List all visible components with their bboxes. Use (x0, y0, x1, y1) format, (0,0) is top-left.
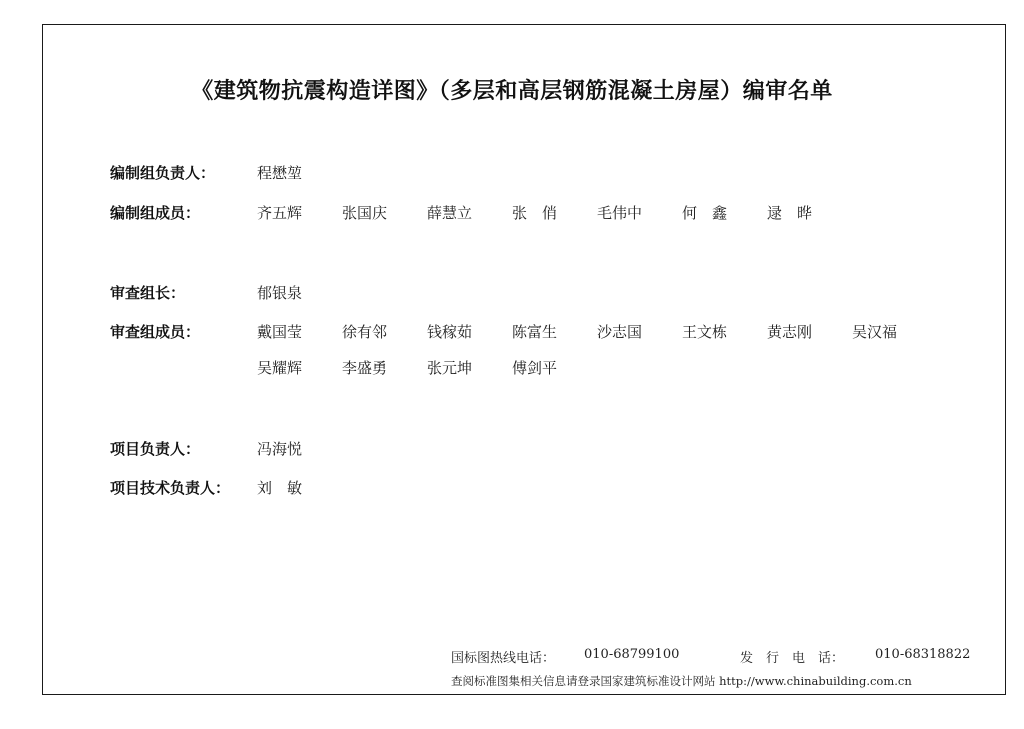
review-lead-name: 郁银泉 (257, 284, 303, 302)
editor-lead-label: 编制组负责人： (110, 164, 216, 182)
editor-member-name: 张 俏 (512, 204, 558, 222)
document-title: 《建筑物抗震构造详图》（多层和高层钢筋混凝土房屋）编审名单 (191, 79, 833, 104)
review-member-name: 李盛勇 (342, 359, 388, 377)
website-note: 查阅标准图集相关信息请登录国家建筑标准设计网站 http://www.chinabuilding.com.cn (451, 674, 912, 688)
editor-member-name: 毛伟中 (597, 204, 643, 222)
review-member-name: 钱稼茹 (427, 323, 473, 341)
editor-member-name: 何 鑫 (682, 204, 728, 222)
hotline-number: 010-68799100 (584, 647, 680, 662)
review-member-name: 陈富生 (512, 323, 558, 341)
review-lead-label: 审查组长： (110, 284, 186, 302)
editor-lead-name: 程懋堃 (257, 164, 303, 182)
project-lead-name: 冯海悦 (257, 440, 303, 458)
review-member-name: 吴耀辉 (257, 359, 303, 377)
editor-member-name: 薛慧立 (427, 204, 473, 222)
project-tech-lead-label: 项目技术负责人： (110, 479, 231, 497)
editor-member-name: 齐五辉 (257, 204, 303, 222)
hotline-label: 国标图热线电话： (451, 651, 556, 666)
review-member-name: 张元坤 (427, 359, 473, 377)
editor-members-label: 编制组成员： (110, 204, 201, 222)
project-lead-label: 项目负责人： (110, 440, 201, 458)
review-member-name: 徐有邻 (342, 323, 388, 341)
review-member-name: 傅剑平 (512, 359, 558, 377)
editor-member-name: 张国庆 (342, 204, 388, 222)
project-tech-lead-name: 刘 敏 (257, 479, 303, 497)
review-member-name: 戴国莹 (257, 323, 303, 341)
review-member-name: 沙志国 (597, 323, 643, 341)
review-member-name: 吴汉福 (852, 323, 898, 341)
sales-phone-number: 010-68318822 (875, 647, 971, 662)
sales-phone-label: 发 行 电 话： (740, 651, 845, 666)
editor-member-name: 逯 晔 (767, 204, 813, 222)
review-member-name: 王文栋 (682, 323, 728, 341)
review-members-label: 审查组成员： (110, 323, 201, 341)
review-member-name: 黄志刚 (767, 323, 813, 341)
